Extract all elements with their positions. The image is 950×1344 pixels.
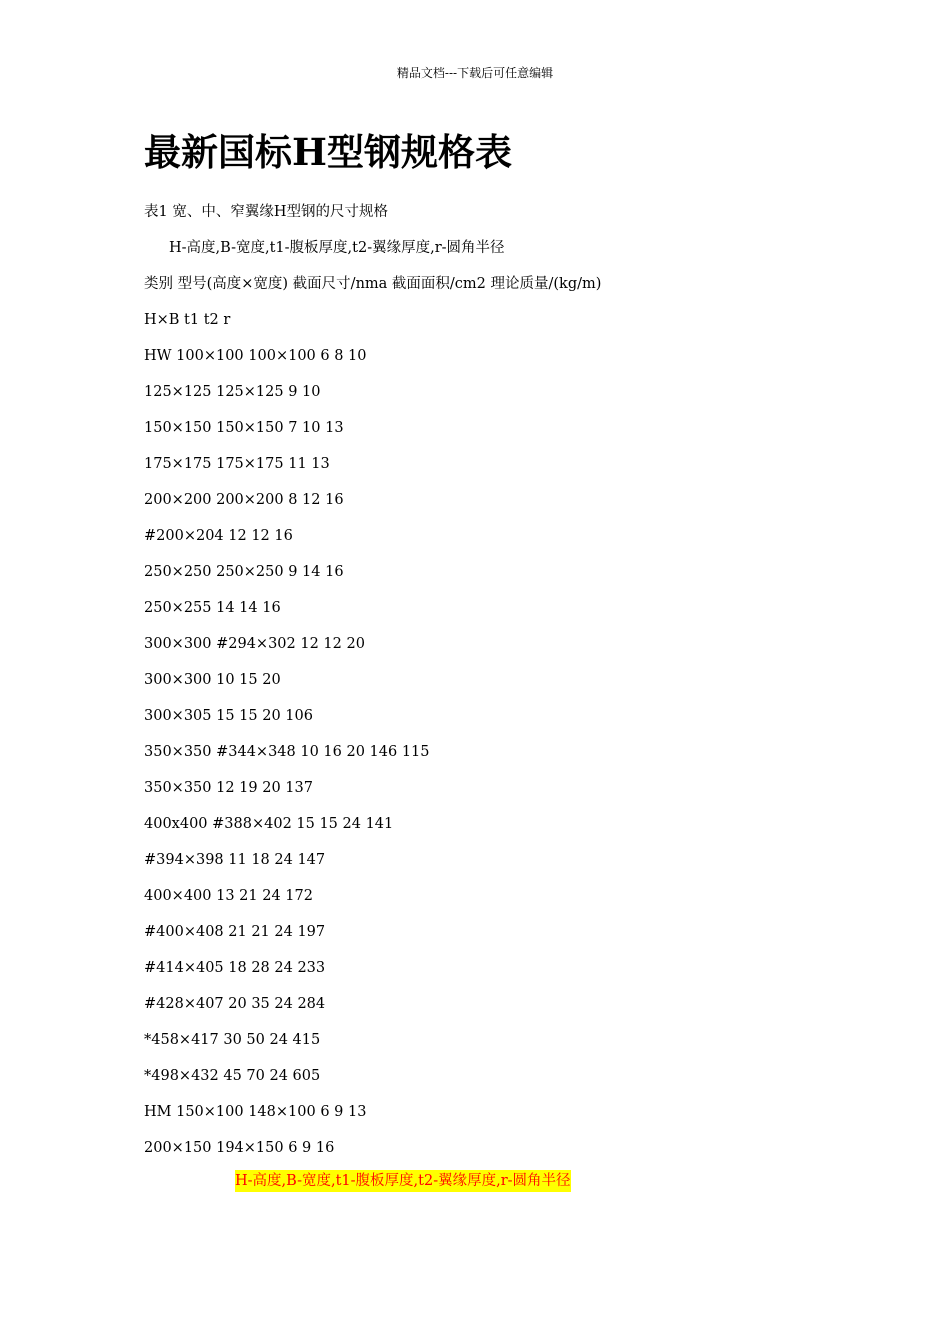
table-row: 200×200 200×200 8 12 16	[144, 492, 344, 508]
table-row: 175×175 175×175 11 13	[144, 456, 330, 472]
table-row: 400×400 13 21 24 172	[144, 888, 313, 904]
table-subheader-line: H×B t1 t2 r	[144, 312, 231, 328]
table-row: HW 100×100 100×100 6 8 10	[144, 348, 367, 364]
page-header: 精品文档---下载后可任意编辑	[396, 66, 554, 80]
table-caption: 表1 宽、中、窄翼缘H型钢的尺寸规格	[144, 204, 388, 220]
table-row: 300×305 15 15 20 106	[144, 708, 313, 724]
table-row: #400×408 21 21 24 197	[144, 924, 326, 940]
highlighted-legend: H-高度,B-宽度,t1-腹板厚度,t2-翼缘厚度,r-圆角半径	[235, 1170, 571, 1192]
table-row: 125×125 125×125 9 10	[144, 384, 321, 400]
table-row: 300×300 #294×302 12 12 20	[144, 636, 365, 652]
table-row: 400x400 #388×402 15 15 24 141	[144, 816, 394, 832]
legend-line: H-高度,B-宽度,t1-腹板厚度,t2-翼缘厚度,r-圆角半径	[169, 240, 505, 256]
table-row: *498×432 45 70 24 605	[144, 1068, 321, 1084]
table-row: #414×405 18 28 24 233	[144, 960, 326, 976]
document-body	[144, 199, 864, 1171]
table-row: #394×398 11 18 24 147	[144, 852, 326, 868]
table-row: 300×300 10 15 20	[144, 672, 281, 688]
table-row: *458×417 30 50 24 415	[144, 1032, 321, 1048]
table-row: 200×150 194×150 6 9 16	[144, 1140, 335, 1156]
table-row: 350×350 12 19 20 137	[144, 780, 313, 796]
table-row: 150×150 150×150 7 10 13	[144, 420, 344, 436]
table-row: 250×250 250×250 9 14 16	[144, 564, 344, 580]
document-title: 最新国标H型钢规格表	[144, 130, 512, 174]
table-row: #428×407 20 35 24 284	[144, 996, 326, 1012]
table-row: HM 150×100 148×100 6 9 13	[144, 1104, 367, 1120]
table-row: 350×350 #344×348 10 16 20 146 115	[144, 744, 430, 760]
table-row: #200×204 12 12 16	[144, 528, 293, 544]
table-row: 250×255 14 14 16	[144, 600, 281, 616]
table-header-line: 类别 型号(高度×宽度) 截面尺寸/nma 截面面积/cm2 理论质量/(kg/m)	[144, 276, 602, 292]
